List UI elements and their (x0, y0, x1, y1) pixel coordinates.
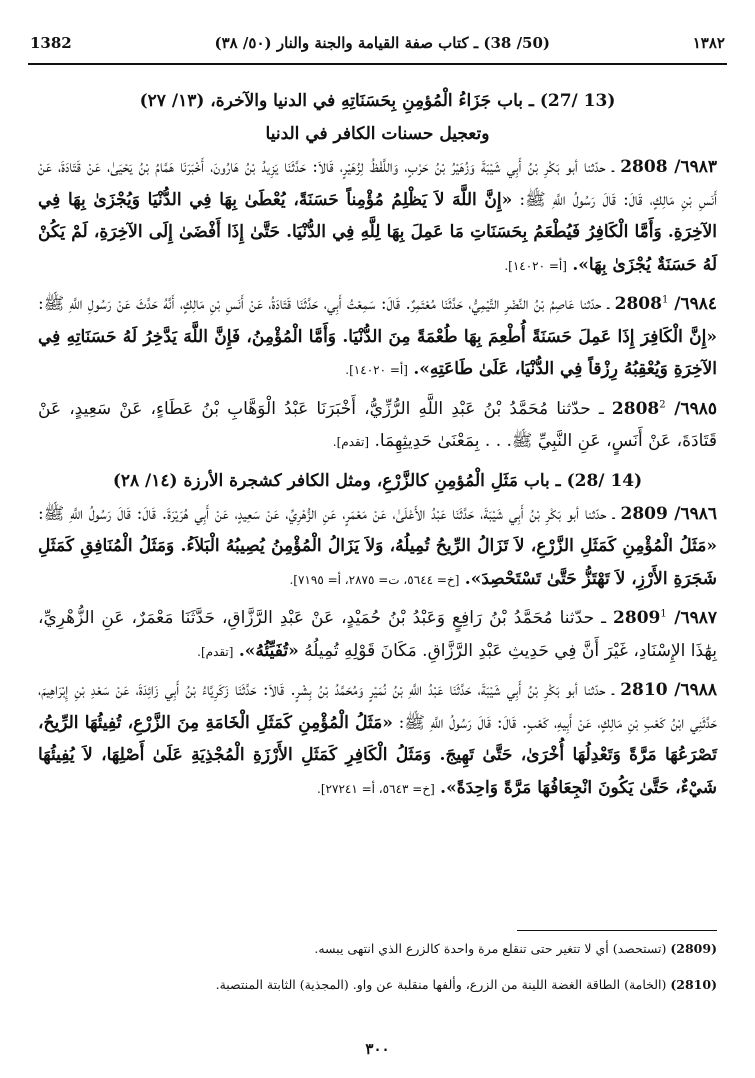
hadith-sub-number: 2 (659, 398, 666, 410)
hadith-sub-number: 1 (660, 608, 667, 620)
header-rule (28, 63, 727, 65)
footnote (38, 938, 717, 960)
hadith-number: ٦٩٨٦/ 2809 (620, 503, 717, 524)
hadith-reference: [تقدم]. (332, 435, 370, 449)
running-head (30, 30, 725, 56)
hadith-quote: «تُفَيِّئُهُ». (238, 640, 299, 661)
hadith-quote: «مَثَلُ الْمُؤْمِنِ كَمَثَلِ الزَّرْعِ، لاَ تَزَالُ الرِّيحُ تُمِيلُهُ، وَلاَ يَزَالُ الْمُؤْمِنُ يُصِيبُهُ الْبَلاَءُ. وَمَثَلُ الْمُنَافِقِ كَمَثَلِ شَجَرَةِ الأَرْزِ، لاَ تَهْتَزُّ حَتَّىٰ تَسْتَحْصِدَ». (38, 536, 717, 589)
chapter-heading (38, 465, 717, 498)
hadith-chain: ـ حدّثنا أبو بَكْرِ بْنُ أَبِي شَيْبَةَ، حَدَّثَنَا عَبْدُ اللَّهِ بْنُ نُمَيْرٍ وَمُحَمَّدُ بْنُ بِشْرٍ. قَالاَ: حَدَّثَنَا زَكَرِيَّاءُ بْنُ أَبِي زَائِدَةَ، عَنْ سَعْدِ بْنِ إِبْرَاهِيمَ، حَدَّثَنِي ابْنُ كَعْبِ بْنِ مَالِكٍ، عَنْ أَبِيهِ، كَعْبٍ. قَالَ: قَالَ رَسُولُ اللَّهِ ﷺ: (38, 680, 718, 733)
hadith-entry (38, 288, 717, 387)
footnotes (38, 938, 717, 1010)
hadith-entry (38, 393, 717, 459)
footnote-number: (2809) (670, 941, 717, 956)
hadith-number: ٦٩٨٤/ 2808 (614, 294, 717, 314)
hadith-quote: «إِنَّ اللَّهَ لاَ يَظْلِمُ مُؤْمِناً حَسَنَةً، يُعْطَىٰ بِهَا فِي الدُّنْيَا وَيُجْزَىٰ بِهَا فِي الآخِرَةِ. وَأَمَّا الْكَافِرُ فَيُطْعَمُ بِحَسَنَاتِ مَا عَمِلَ بِهَا لِلَّهِ فِي الدُّنْيَا. حَتَّىٰ إِذَا أَفْضَىٰ إِلَى الآخِرَةِ، لَمْ يَكُنْ لَهُ حَسَنَةٌ يُجْزَىٰ بِهَا». (38, 189, 717, 275)
page-footer-number: ٣٠٠ (365, 1040, 390, 1058)
hadith-entry (38, 602, 717, 668)
main-text (38, 85, 717, 811)
hadith-number: ٦٩٨٥/ 2808 (611, 398, 717, 419)
hadith-reference: [خ= ٥٦٤٣، أ= ٢٧٢٤١]. (317, 781, 435, 796)
hadith-entry (38, 674, 717, 805)
chapter-title: وتعجيل حسنات الكافر في الدنيا (265, 124, 490, 144)
chapter-number: (13 /27) (539, 91, 616, 111)
footnote-rule (517, 930, 717, 931)
page-number-latin: 1382 (30, 34, 72, 52)
hadith-number: ٦٩٨٧/ 2809 (613, 608, 717, 628)
chapter-number: (14 /28) (566, 470, 643, 491)
hadith-chain: ـ حدّثنا مُحَمَّدُ بْنُ رَافِعٍ وَعَبْدُ بْنُ حُمَيْدٍ، عَنْ عَبْدِ الرَّزَّاقِ، حَدَّثَنَا مَعْمَرٌ، عَنِ الزُّهْرِيِّ، بِهَٰذَا الإِسْنَادِ، غَيْرَ أَنَّ فِي حَدِيثِ عَبْدِ الرَّزَّاقِ. مَكَانَ قَوْلِهِ تُمِيلُهُ (38, 608, 717, 661)
hadith-number: ٦٩٨٣/ 2808 (620, 157, 717, 177)
hadith-entry (38, 151, 717, 282)
hadith-quote: «إِنَّ الْكَافِرَ إِذَا عَمِلَ حَسَنَةً أُطْعِمَ بِهَا طُعْمَةً مِنَ الدُّنْيَا. وَأَمَّا الْمُؤْمِنُ، فَإِنَّ اللَّهَ يَدَّخِرُ لَهُ حَسَنَاتِهِ فِي الآخِرَةِ وَيُعْقِبُهُ رِزْقاً فِي الدُّنْيَا، عَلَىٰ طَاعَتِهِ». (38, 326, 717, 379)
chapter-heading (38, 85, 717, 118)
page-number-arabic: ١٣٨٢ (692, 34, 725, 52)
hadith-chain: ـ حدّثنا أبو بَكْرِ بْنُ أَبِي شَيْبَةَ وَزُهَيْرُ بْنُ حَرْبٍ، وَاللَّفْظُ لِزُهَيْرٍ، قَالاَ: حَدَّثَنَا يَزِيدُ بْنُ هَارُونَ، أَخْبَرَنَا هَمَّامُ بْنُ يَحْيَىٰ، عَنْ قَتَادَةَ، عَنْ أَنَسِ بْنِ مَالِكٍ، قَالَ: قَالَ رَسُولُ اللَّهِ ﷺ: (38, 157, 717, 210)
footnote-text: (الخامة) الطاقة الغضة اللينة من الزرع، وألفها منقلبة عن واو. (المجذية) الثابتة المنتصبة. (215, 977, 667, 992)
hadith-number: ٦٩٨٨/ 2810 (620, 680, 717, 700)
hadith-quote: «مَثَلُ الْمُؤْمِنِ كَمَثَلِ الْخَامَةِ مِنَ الزَّرْعِ، تُفِيئُهَا الرِّيحُ، تَصْرَعُهَا مَرَّةً وَتَعْدِلُهَا أُخْرَىٰ، حَتَّىٰ تَهِيجَ. وَمَثَلُ الْكَافِرِ كَمَثَلِ الأَرْزَةِ الْمُجْذِيَةِ عَلَىٰ أَصْلِهَا، لاَ يُفِيئُهَا شَيْءٌ، حَتَّىٰ يَكُونَ انْجِعَافُهَا مَرَّةً وَاحِدَةً». (38, 712, 717, 798)
hadith-entry (38, 498, 717, 597)
hadith-chain: ـ حدّثنا عَاصِمُ بْنُ النَّضْرِ التَّيْمِيُّ، حَدَّثَنَا مُعْتَمِرٌ. قَالَ: سَمِعْتُ أَبِي، حَدَّثَنَا قَتَادَةُ، عَنْ أَنَسِ بْنِ مَالِكٍ، أَنَّهُ حَدَّثَ عَنْ رَسُولِ اللَّهِ ﷺ: (38, 294, 610, 314)
hadith-chain: ـ حدّثنا أبو بَكْرِ بْنُ أَبِي شَيْبَةَ، حَدَّثَنَا عَبْدُ الأَعْلَىٰ، عَنْ مَعْمَرٍ، عَنِ الزُّهْرِيِّ، عَنْ سَعِيدٍ، عَنْ أَبِي هُرَيْرَةَ. قَالَ: قَالَ رَسُولُ اللَّهِ ﷺ: (38, 503, 615, 524)
chapter-subheading (38, 118, 717, 151)
chapter-title: ـ باب مَثَلِ الْمُؤمِنِ كالزَّرْعِ، ومثل الكافر كشجرة الأرزة (١٤/ ٢٨) (112, 470, 561, 491)
footnote-number: (2810) (670, 977, 717, 992)
footnote-text: (تستحصد) أي لا تتغير حتى تنقلع مرة واحدة كالزرع الذي انتهى يبسه. (314, 941, 667, 956)
running-title: (50/ 38) ـ كتاب صفة القيامة والجنة والنار (٥٠/ ٣٨) (214, 34, 551, 52)
footnote (38, 974, 717, 996)
hadith-reference: [خ= ٥٦٤٤، ت= ٢٨٧٥، أ= ٧١٩٥]. (289, 572, 460, 587)
hadith-reference: [أ= ١٤٠٢٠]. (504, 258, 567, 273)
hadith-reference: [أ= ١٤٠٢٠]. (345, 363, 408, 377)
chapter-title: ـ باب جَزَاءُ الْمُؤمِنِ بِحَسَنَاتِهِ في الدنيا والآخرة، (١٣/ ٢٧) (139, 91, 534, 111)
hadith-chain: ـ حدّثنا مُحَمَّدُ بْنُ عَبْدِ اللَّهِ الرُّزِّيُّ، أَخْبَرَنَا عَبْدُ الْوَهَّابِ بْنُ عَطَاءٍ، عَنْ سَعِيدٍ، عَنْ قَتَادَةَ، عَنْ أَنَسٍ، عَنِ النَّبِيِّ ﷺ. . . بِمَعْنَىٰ حَدِيثِهِمَا. (38, 398, 717, 451)
hadith-reference: [تقدم]. (197, 644, 234, 659)
hadith-sub-number: 1 (661, 294, 669, 306)
